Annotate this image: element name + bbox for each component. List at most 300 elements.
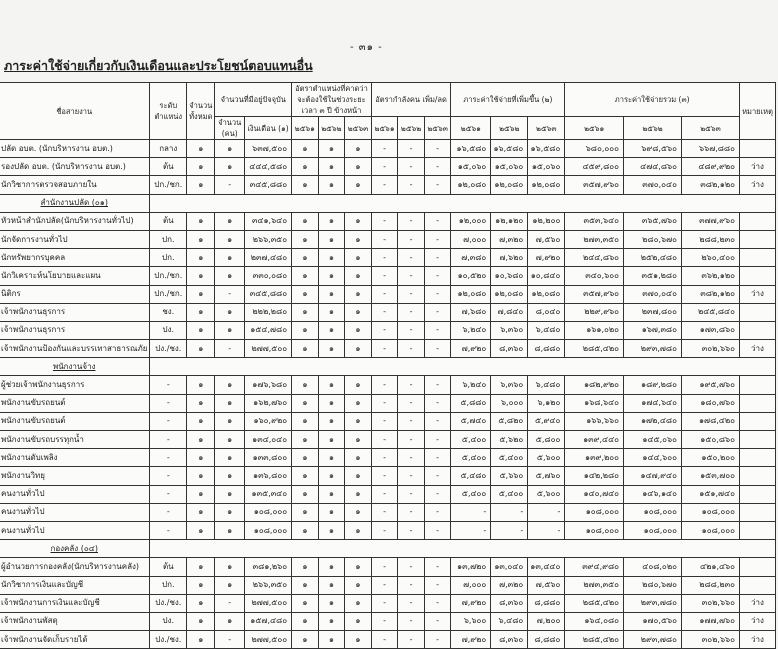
header-year: ๒๕๖๒ <box>318 117 345 140</box>
position-level: - <box>150 485 187 503</box>
header-total: จำนวนทั้งหมด <box>187 83 215 140</box>
current-salary: ๒๗๗,๕๐๐ <box>244 594 291 612</box>
current-salary: ๑๐๘,๐๐๐ <box>244 521 291 539</box>
note-cell <box>740 576 776 594</box>
section-label: กองคลัง (๐๔) <box>0 540 150 558</box>
position-level: ชง. <box>150 303 187 321</box>
table-row <box>0 340 776 358</box>
change-cell: - <box>424 503 451 521</box>
increase-cell: ๖,๔๘๐ <box>491 612 528 630</box>
change-cell: - <box>371 576 398 594</box>
change-cell: - <box>424 140 451 158</box>
increase-cell: ๖,๔๘๐ <box>528 321 565 339</box>
sum-cell: ๑๘๐,๗๖๐ <box>681 394 739 412</box>
sum-cell: ๔๒๑,๔๖๐ <box>681 558 739 576</box>
change-cell: - <box>398 558 425 576</box>
current-count: ๑ <box>215 158 244 176</box>
sum-cell: ๓๗๐,๐๔๐ <box>624 176 682 194</box>
increase-cell: ๕,๔๘๐ <box>451 467 491 485</box>
table-body <box>0 140 776 649</box>
total-count: ๑ <box>187 631 215 649</box>
change-cell: - <box>398 230 425 248</box>
position-name: คนงานทั่วไป <box>0 485 150 503</box>
current-count: ๑ <box>215 249 244 267</box>
increase-cell: ๗,๙๒๐ <box>528 249 565 267</box>
change-cell: - <box>371 376 398 394</box>
header-year: ๒๕๖๓ <box>345 117 372 140</box>
increase-cell: ๖,๓๖๐ <box>491 321 528 339</box>
change-cell: - <box>371 158 398 176</box>
increase-cell: ๑๖,๕๘๐ <box>451 140 491 158</box>
change-cell: - <box>398 340 425 358</box>
position-name: พนักงานดับเพลิง <box>0 449 150 467</box>
current-salary: ๑๕๗,๔๘๐ <box>244 612 291 630</box>
increase-cell: ๘,๘๘๐ <box>528 631 565 649</box>
current-count: ๑ <box>215 485 244 503</box>
change-cell: - <box>371 467 398 485</box>
position-name: หัวหน้าสำนักปลัด(นักบริหารงานทั่วไป) <box>0 212 150 230</box>
change-cell: - <box>424 394 451 412</box>
position-level: - <box>150 521 187 539</box>
change-cell: - <box>398 467 425 485</box>
table-row <box>0 158 776 176</box>
change-cell: - <box>424 321 451 339</box>
change-cell: - <box>398 485 425 503</box>
change-cell: - <box>424 285 451 303</box>
required-cell: ๑ <box>345 431 372 449</box>
document-title: ภาระค่าใช้จ่ายเกี่ยวกับเงินเดือนและประโยชน์ตอบแทนอื่น <box>4 58 313 73</box>
total-count: ๑ <box>187 267 215 285</box>
sum-cell: ๑๐๘,๐๐๐ <box>624 521 682 539</box>
position-name: เจ้าพนักงานป้องกันและบรรเทาสาธารณภัย <box>0 340 150 358</box>
change-cell: - <box>398 412 425 430</box>
required-cell: ๑ <box>345 249 372 267</box>
change-cell: - <box>424 631 451 649</box>
header-year: ๒๕๖๑ <box>451 117 491 140</box>
header-change: อัตรากำลังคน เพิ่ม/ลด <box>371 83 451 117</box>
increase-cell: ๖,๒๔๐ <box>451 376 491 394</box>
position-level: - <box>150 431 187 449</box>
table-row <box>0 594 776 612</box>
sum-cell: ๒๙๓,๗๘๐ <box>624 594 682 612</box>
change-cell: - <box>398 521 425 539</box>
sum-cell: ๓๐๒,๖๖๐ <box>681 340 739 358</box>
required-cell: ๑ <box>318 176 345 194</box>
change-cell: - <box>371 285 398 303</box>
increase-cell: ๖,๒๔๐ <box>451 321 491 339</box>
position-name: คนงานทั่วไป <box>0 503 150 521</box>
sum-cell: ๔๗๔,๘๖๐ <box>624 158 682 176</box>
required-cell: ๑ <box>292 631 319 649</box>
current-salary: ๑๕๔,๗๘๐ <box>244 321 291 339</box>
note-cell <box>740 431 776 449</box>
total-count: ๑ <box>187 230 215 248</box>
increase-cell: ๑๒,๒๐๐ <box>528 212 565 230</box>
current-salary: ๓๔๑,๖๔๐ <box>244 212 291 230</box>
current-salary: ๓๘๑,๒๖๐ <box>244 558 291 576</box>
section-filler <box>150 358 776 376</box>
note-cell: ว่าง <box>740 176 776 194</box>
position-name: ปลัด อบต. (นักบริหารงาน อบต.) <box>0 140 150 158</box>
required-cell: ๑ <box>345 612 372 630</box>
increase-cell: ๑๒,๐๘๐ <box>528 285 565 303</box>
change-cell: - <box>424 303 451 321</box>
total-count: ๑ <box>187 594 215 612</box>
change-cell: - <box>424 230 451 248</box>
required-cell: ๑ <box>345 449 372 467</box>
change-cell: - <box>371 594 398 612</box>
table-row <box>0 576 776 594</box>
sum-cell: ๖๘๐,๐๐๐ <box>565 140 624 158</box>
current-salary: ๓๔๕,๘๘๐ <box>244 285 291 303</box>
current-salary: ๑๗๖,๖๘๐ <box>244 376 291 394</box>
required-cell: ๑ <box>345 230 372 248</box>
sum-cell: ๓๕๗,๙๖๐ <box>565 176 624 194</box>
total-count: ๑ <box>187 612 215 630</box>
increase-cell: ๗,๙๒๐ <box>451 340 491 358</box>
current-count: ๑ <box>215 576 244 594</box>
table-row <box>0 467 776 485</box>
change-cell: - <box>371 340 398 358</box>
header-required: อัตราตำแหน่งที่คาดว่าจะต้องใช้ในช่วงระยะเวลา ๓ ปี ข้างหน้า <box>292 83 372 117</box>
change-cell: - <box>424 176 451 194</box>
change-cell: - <box>424 431 451 449</box>
required-cell: ๑ <box>292 376 319 394</box>
increase-cell: ๗,๖๒๐ <box>491 249 528 267</box>
increase-cell: - <box>451 521 491 539</box>
note-cell <box>740 558 776 576</box>
sum-cell: ๑๕๑,๗๔๐ <box>681 485 739 503</box>
required-cell: ๑ <box>318 412 345 430</box>
section-row <box>0 540 776 558</box>
change-cell: - <box>398 249 425 267</box>
change-cell: - <box>398 376 425 394</box>
sum-cell: ๑๔๖,๑๔๐ <box>624 485 682 503</box>
position-level: ปง. <box>150 321 187 339</box>
required-cell: ๑ <box>345 467 372 485</box>
change-cell: - <box>371 449 398 467</box>
table-row <box>0 412 776 430</box>
sum-cell: ๓๙๔,๙๘๐ <box>565 558 624 576</box>
required-cell: ๑ <box>292 321 319 339</box>
required-cell: ๑ <box>318 212 345 230</box>
required-cell: ๑ <box>345 394 372 412</box>
header-sum: ภาระค่าใช้จ่ายรวม (๓) <box>565 83 740 117</box>
required-cell: ๑ <box>292 521 319 539</box>
note-cell <box>740 394 776 412</box>
current-count: - <box>215 631 244 649</box>
section-filler <box>150 540 776 558</box>
increase-cell: - <box>528 521 565 539</box>
required-cell: ๑ <box>345 558 372 576</box>
increase-cell: ๑๒,๐๘๐ <box>491 285 528 303</box>
current-count: ๑ <box>215 321 244 339</box>
position-level: - <box>150 503 187 521</box>
header-year: ๒๕๖๑ <box>371 117 398 140</box>
current-count: ๑ <box>215 230 244 248</box>
total-count: ๑ <box>187 376 215 394</box>
required-cell: ๑ <box>345 212 372 230</box>
change-cell: - <box>371 412 398 430</box>
position-level: - <box>150 412 187 430</box>
required-cell: ๑ <box>292 267 319 285</box>
sum-cell: ๑๖๗,๓๘๐ <box>624 321 682 339</box>
increase-cell: - <box>491 521 528 539</box>
required-cell: ๑ <box>292 230 319 248</box>
required-cell: ๑ <box>318 503 345 521</box>
sum-cell: ๒๘๕,๔๒๐ <box>565 594 624 612</box>
change-cell: - <box>398 285 425 303</box>
required-cell: ๑ <box>292 249 319 267</box>
position-name: ผู้ช่วยเจ้าพนักงานธุรการ <box>0 376 150 394</box>
change-cell: - <box>371 212 398 230</box>
required-cell: ๑ <box>292 212 319 230</box>
total-count: ๑ <box>187 140 215 158</box>
header-level: ระดับตำแหน่ง <box>150 83 187 140</box>
increase-cell: ๖,๐๐๐ <box>491 394 528 412</box>
position-name: เจ้าพนักงานจัดเก็บรายได้ <box>0 631 150 649</box>
sum-cell: ๓๕๑,๒๘๐ <box>624 267 682 285</box>
sum-cell: ๒๘๘,๒๓๐ <box>681 576 739 594</box>
required-cell: ๑ <box>318 340 345 358</box>
required-cell: ๑ <box>318 140 345 158</box>
sum-cell: ๒๔๕,๘๔๐ <box>681 303 739 321</box>
required-cell: ๑ <box>318 467 345 485</box>
increase-cell: ๕,๖๐๐ <box>528 485 565 503</box>
sum-cell: ๓๗๐,๐๔๐ <box>624 285 682 303</box>
increase-cell: ๕,๘๘๐ <box>451 394 491 412</box>
position-level: ปก. <box>150 230 187 248</box>
increase-cell: ๕,๗๖๐ <box>528 467 565 485</box>
total-count: ๑ <box>187 558 215 576</box>
current-salary: ๒๗๗,๕๐๐ <box>244 340 291 358</box>
current-count: ๑ <box>215 612 244 630</box>
header-current-salary: เงินเดือน (๑) <box>244 117 291 140</box>
position-name: พนักงานขับรถบรรทุกน้ำ <box>0 431 150 449</box>
current-salary: ๖๓๗,๕๐๐ <box>244 140 291 158</box>
total-count: ๑ <box>187 212 215 230</box>
required-cell: ๑ <box>292 394 319 412</box>
header-year: ๒๕๖๒ <box>491 117 528 140</box>
change-cell: - <box>398 267 425 285</box>
change-cell: - <box>371 485 398 503</box>
increase-cell: ๑๒,๐๘๐ <box>451 176 491 194</box>
change-cell: - <box>424 612 451 630</box>
required-cell: ๑ <box>345 267 372 285</box>
total-count: ๑ <box>187 431 215 449</box>
position-level: ปง./ชง. <box>150 594 187 612</box>
position-name: นักวิชาการตรวจสอบภายใน <box>0 176 150 194</box>
required-cell: ๑ <box>318 449 345 467</box>
note-cell <box>740 521 776 539</box>
current-salary: ๒๗๗,๕๐๐ <box>244 631 291 649</box>
required-cell: ๑ <box>292 576 319 594</box>
sum-cell: ๔๘๙,๙๒๐ <box>681 158 739 176</box>
table-row <box>0 612 776 630</box>
total-count: ๑ <box>187 158 215 176</box>
sum-cell: ๓๐๒,๖๖๐ <box>681 631 739 649</box>
position-level: กลาง <box>150 140 187 158</box>
required-cell: ๑ <box>292 612 319 630</box>
change-cell: - <box>398 212 425 230</box>
increase-cell: ๖,๔๘๐ <box>528 376 565 394</box>
position-level: - <box>150 467 187 485</box>
table-row <box>0 303 776 321</box>
current-salary: ๓๓๐,๐๘๐ <box>244 267 291 285</box>
position-level: ปง./ชง. <box>150 340 187 358</box>
required-cell: ๑ <box>318 576 345 594</box>
required-cell: ๑ <box>292 340 319 358</box>
current-count: ๑ <box>215 521 244 539</box>
sum-cell: ๒๓๗,๘๐๐ <box>624 303 682 321</box>
increase-cell: ๗,๓๒๐ <box>491 576 528 594</box>
current-salary: ๔๔๔,๕๘๐ <box>244 158 291 176</box>
increase-cell: ๑๐,๘๔๐ <box>528 267 565 285</box>
change-cell: - <box>371 394 398 412</box>
position-name: พนักงานวิทยุ <box>0 467 150 485</box>
increase-cell: ๘,๘๘๐ <box>528 594 565 612</box>
increase-cell: - <box>451 503 491 521</box>
sum-cell: ๑๙๕,๗๖๐ <box>681 376 739 394</box>
total-count: ๑ <box>187 249 215 267</box>
sum-cell: ๒๙๓,๗๘๐ <box>624 631 682 649</box>
current-count: - <box>215 285 244 303</box>
total-count: ๑ <box>187 394 215 412</box>
required-cell: ๑ <box>318 594 345 612</box>
table-row <box>0 631 776 649</box>
increase-cell: ๖,๑๒๐ <box>528 394 565 412</box>
required-cell: ๑ <box>345 376 372 394</box>
required-cell: ๑ <box>292 431 319 449</box>
change-cell: - <box>424 212 451 230</box>
required-cell: ๑ <box>318 521 345 539</box>
header-name: ชื่อสายงาน <box>0 83 150 140</box>
required-cell: ๑ <box>292 158 319 176</box>
sum-cell: ๒๘๐,๖๗๐ <box>624 576 682 594</box>
current-count: - <box>215 340 244 358</box>
change-cell: - <box>398 158 425 176</box>
position-name: เจ้าพนักงานธุรการ <box>0 303 150 321</box>
total-count: ๑ <box>187 412 215 430</box>
table-row <box>0 503 776 521</box>
sum-cell: ๑๐๘,๐๐๐ <box>681 503 739 521</box>
note-cell: ว่าง <box>740 612 776 630</box>
note-cell <box>740 303 776 321</box>
change-cell: - <box>371 558 398 576</box>
change-cell: - <box>398 303 425 321</box>
change-cell: - <box>424 158 451 176</box>
change-cell: - <box>424 267 451 285</box>
header-note: หมายเหตุ <box>740 83 776 140</box>
required-cell: ๑ <box>292 303 319 321</box>
sum-cell: ๒๘๕,๔๒๐ <box>565 631 624 649</box>
increase-cell: ๘,๓๖๐ <box>491 340 528 358</box>
increase-cell: ๘,๘๘๐ <box>528 340 565 358</box>
required-cell: ๑ <box>345 631 372 649</box>
note-cell: ว่าง <box>740 285 776 303</box>
sum-cell: ๒๙๓,๗๘๐ <box>624 340 682 358</box>
required-cell: ๑ <box>318 485 345 503</box>
total-count: ๑ <box>187 467 215 485</box>
required-cell: ๑ <box>345 412 372 430</box>
required-cell: ๑ <box>345 594 372 612</box>
position-name: พนักงานขับรถยนต์ <box>0 394 150 412</box>
increase-cell: ๑๕,๐๖๐ <box>491 158 528 176</box>
sum-cell: ๑๕๓,๗๐๐ <box>681 467 739 485</box>
increase-cell: ๗,๓๘๐ <box>451 249 491 267</box>
required-cell: ๑ <box>318 267 345 285</box>
sum-cell: ๑๗๐,๕๖๐ <box>624 612 682 630</box>
required-cell: ๑ <box>292 176 319 194</box>
increase-cell: ๗,๓๒๐ <box>491 230 528 248</box>
note-cell <box>740 376 776 394</box>
sum-cell: ๑๗๓,๘๖๐ <box>681 321 739 339</box>
sum-cell: ๓๖๒,๑๒๐ <box>681 267 739 285</box>
current-salary: ๒๓๗,๔๘๐ <box>244 249 291 267</box>
increase-cell: ๕,๖๖๐ <box>491 467 528 485</box>
current-count: ๑ <box>215 212 244 230</box>
sum-cell: ๑๘๙,๒๘๐ <box>624 376 682 394</box>
current-count: ๑ <box>215 449 244 467</box>
change-cell: - <box>424 594 451 612</box>
current-count: - <box>215 176 244 194</box>
required-cell: ๑ <box>345 340 372 358</box>
sum-cell: ๑๔๒,๒๘๐ <box>565 467 624 485</box>
current-salary: ๑๓๔,๐๔๐ <box>244 431 291 449</box>
increase-cell: ๕,๔๐๐ <box>451 449 491 467</box>
increase-cell: ๑๐,๕๒๐ <box>451 267 491 285</box>
page-number: - ๓๑ - <box>350 42 383 53</box>
table-row <box>0 558 776 576</box>
increase-cell: ๑๒,๐๘๐ <box>451 285 491 303</box>
required-cell: ๑ <box>318 321 345 339</box>
increase-cell: ๑๒,๐๘๐ <box>528 176 565 194</box>
change-cell: - <box>424 340 451 358</box>
required-cell: ๑ <box>292 503 319 521</box>
change-cell: - <box>398 394 425 412</box>
header-year: ๒๕๖๒ <box>398 117 425 140</box>
note-cell <box>740 321 776 339</box>
total-count: ๑ <box>187 285 215 303</box>
position-level: - <box>150 449 187 467</box>
current-count: - <box>215 594 244 612</box>
change-cell: - <box>398 612 425 630</box>
salary-burden-table <box>0 82 776 649</box>
change-cell: - <box>398 449 425 467</box>
header-year: ๒๕๖๑ <box>565 117 624 140</box>
increase-cell: ๑๓,๔๔๐ <box>528 558 565 576</box>
note-cell: ว่าง <box>740 631 776 649</box>
table-row <box>0 212 776 230</box>
required-cell: ๑ <box>318 158 345 176</box>
sum-cell: ๑๔๔,๖๐๐ <box>624 449 682 467</box>
total-count: ๑ <box>187 303 215 321</box>
current-count: ๑ <box>215 431 244 449</box>
table-row <box>0 176 776 194</box>
total-count: ๑ <box>187 321 215 339</box>
change-cell: - <box>398 321 425 339</box>
current-salary: ๑๖๒,๗๖๐ <box>244 394 291 412</box>
sum-cell: ๑๖๖,๖๖๐ <box>565 412 624 430</box>
change-cell: - <box>424 467 451 485</box>
sum-cell: ๖๙๘,๕๖๐ <box>624 140 682 158</box>
sum-cell: ๑๔๕,๐๖๐ <box>624 431 682 449</box>
required-cell: ๑ <box>318 285 345 303</box>
increase-cell: ๑๒,๐๘๐ <box>491 176 528 194</box>
position-name: นิติกร <box>0 285 150 303</box>
sum-cell: ๔๐๘,๐๒๐ <box>624 558 682 576</box>
table-row <box>0 449 776 467</box>
